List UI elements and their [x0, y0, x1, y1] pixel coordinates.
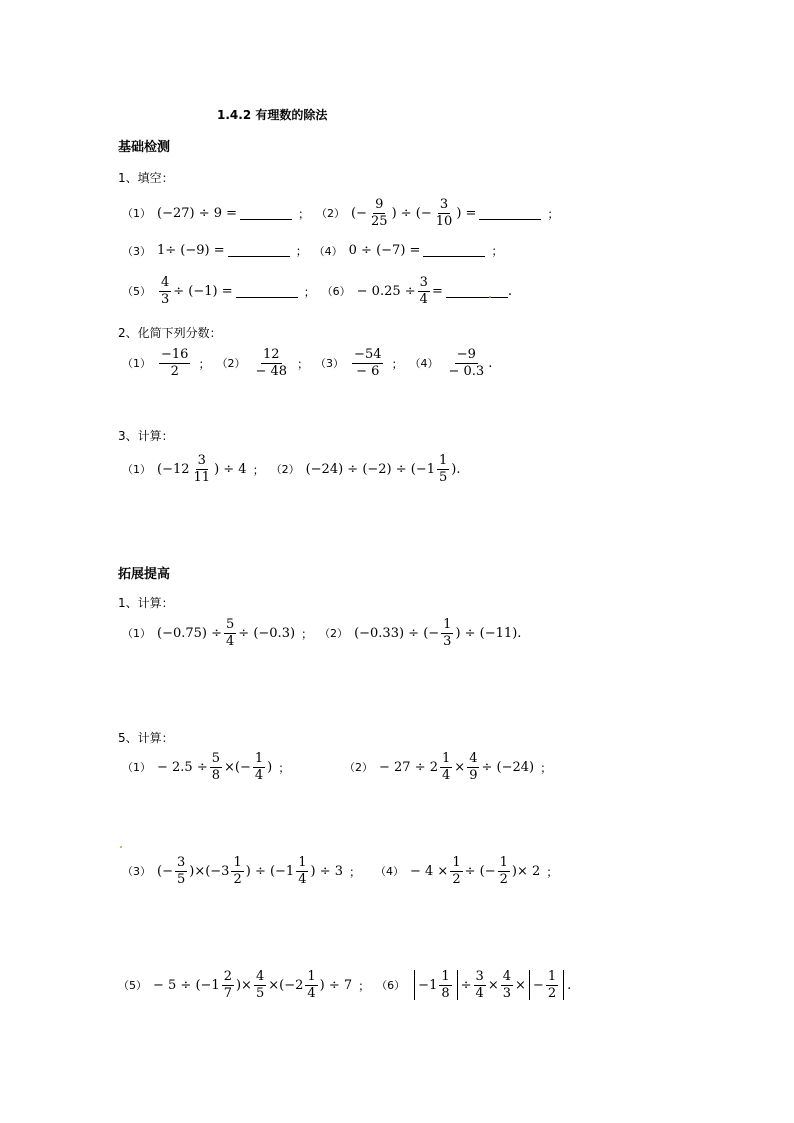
expression: − — [532, 977, 544, 993]
compute-row — [122, 454, 461, 484]
fraction — [498, 856, 510, 886]
separator: ； — [546, 864, 559, 879]
page-title: 1.4.2 有理数的除法 — [217, 108, 328, 122]
item-number: （1） — [122, 761, 151, 775]
separator: ； — [297, 356, 310, 371]
q5-item-3 — [122, 856, 564, 886]
separator: ； — [295, 244, 308, 258]
item-number: （2） — [319, 627, 349, 641]
expression: ×(− — [224, 759, 251, 775]
separator: ； — [547, 206, 560, 221]
denominator: 2 — [170, 363, 179, 379]
numerator: 3 — [197, 453, 206, 468]
fill-row-3 — [122, 276, 512, 306]
stray-mark — [489, 296, 491, 298]
item-number: （2） — [270, 463, 300, 477]
item-number: （1） — [122, 463, 151, 477]
section-heading-basic: 基础检测 — [118, 140, 171, 155]
denominator: 2 — [547, 985, 557, 1001]
denominator: 11 — [193, 469, 211, 485]
numerator: 1 — [499, 855, 508, 870]
denominator: 2 — [499, 871, 508, 887]
denominator: − 6 — [356, 363, 380, 379]
denominator: 8 — [211, 767, 221, 783]
item-number: （1） — [122, 627, 151, 641]
fraction — [352, 348, 383, 378]
fraction — [434, 198, 455, 228]
numerator: 1 — [298, 855, 307, 870]
item-number: （5） — [118, 979, 147, 993]
extension-row-1 — [122, 618, 521, 648]
expression: ) = — [456, 205, 477, 221]
numerator: 5 — [226, 617, 235, 632]
fraction — [450, 856, 462, 886]
absolute-value — [414, 970, 457, 1000]
fraction — [474, 970, 486, 1000]
fraction — [467, 752, 479, 782]
denominator: − 48 — [255, 363, 288, 379]
fraction — [439, 970, 451, 1000]
period: . — [507, 283, 512, 299]
expression: ) ÷ 7 — [319, 977, 353, 993]
separator: ； — [303, 284, 316, 299]
denominator: 4 — [442, 767, 451, 783]
fraction — [253, 752, 265, 782]
expression: × — [515, 977, 526, 993]
numerator: 1 — [439, 453, 448, 468]
numerator: −9 — [456, 347, 476, 362]
item-number: （1） — [122, 207, 151, 221]
expression: ÷ (−0.3) — [238, 625, 296, 641]
expression: (−12 — [157, 461, 190, 477]
fraction — [175, 856, 187, 886]
expression: − 27 ÷ 2 — [379, 759, 438, 775]
expression: (−27) ÷ 9 = — [157, 205, 238, 221]
numerator: 9 — [375, 197, 384, 212]
denominator: 4 — [475, 985, 484, 1001]
stray-mark — [120, 846, 122, 848]
expression: ÷ (−1) = — [173, 283, 233, 299]
expression: ÷ — [460, 977, 472, 993]
expression: )×(−3 — [189, 863, 230, 879]
absolute-value — [529, 970, 564, 1000]
period: . — [567, 977, 572, 993]
fill-row-2 — [122, 242, 509, 259]
numerator: 1 — [547, 969, 557, 984]
expression: ) ÷ (−11) — [455, 625, 518, 641]
period: . — [517, 625, 522, 641]
fill-row-1 — [122, 198, 565, 228]
numerator: 4 — [469, 751, 478, 766]
item-number: （4） — [409, 357, 439, 371]
item-number: （4） — [375, 865, 404, 879]
denominator: 4 — [226, 633, 235, 649]
item-number: （3） — [122, 865, 151, 879]
denominator: − 0.3 — [448, 363, 485, 379]
extension-question-1-label: 1、计算： — [118, 596, 174, 610]
expression: × — [487, 977, 499, 993]
expression: − 0.25 ÷ — [356, 283, 416, 299]
numerator: 3 — [419, 275, 428, 290]
separator: ； — [298, 206, 311, 221]
expression: − 5 ÷ (−1 — [153, 977, 220, 993]
item-number: （6） — [376, 979, 406, 993]
fraction — [222, 970, 234, 1000]
expression: ) ÷ 3 — [310, 863, 343, 879]
separator: ； — [491, 244, 504, 258]
denominator: 5 — [176, 871, 186, 887]
item-number: （2） — [316, 207, 346, 221]
expression: )× 2 — [511, 863, 541, 879]
separator: ； — [198, 356, 211, 371]
denominator: 5 — [255, 985, 265, 1001]
q5-item-2 — [344, 752, 558, 782]
expression: (− — [157, 863, 173, 879]
separator: ； — [540, 760, 553, 775]
numerator: 2 — [223, 969, 232, 984]
item-number: （6） — [321, 285, 351, 299]
expression: ×(−2 — [268, 977, 304, 993]
expression: − 2.5 ÷ — [157, 759, 208, 775]
expression: × — [454, 759, 466, 775]
fraction — [440, 752, 452, 782]
fraction — [254, 970, 266, 1000]
item-number: （4） — [313, 244, 343, 258]
numerator: 4 — [255, 969, 265, 984]
denominator: 3 — [161, 291, 170, 307]
expression: ) — [267, 759, 273, 775]
expression: ÷ (− — [464, 863, 496, 879]
fraction — [447, 348, 487, 378]
question-1-label: 1、填空： — [118, 171, 174, 185]
q5-item-5-6 — [118, 970, 571, 1000]
expression: (−24) ÷ (−2) ÷ (−1 — [305, 461, 436, 477]
simplify-row — [122, 348, 492, 378]
denominator: 4 — [307, 985, 316, 1001]
expression: (− — [351, 205, 368, 221]
fraction — [501, 970, 513, 1000]
numerator: 1 — [307, 969, 316, 984]
expression: ) — [451, 461, 457, 477]
numerator: −54 — [354, 347, 382, 362]
fraction — [546, 970, 558, 1000]
expression: −1 — [418, 977, 438, 993]
fraction — [231, 856, 243, 886]
extension-question-5-label: 5、计算： — [118, 731, 174, 745]
fraction — [296, 856, 308, 886]
fraction — [305, 970, 317, 1000]
separator: ； — [301, 626, 314, 641]
expression: )× — [235, 977, 252, 993]
expression: 0 ÷ (−7) = — [348, 243, 421, 258]
answer-blank[interactable] — [228, 244, 290, 257]
numerator: 1 — [441, 969, 450, 984]
numerator: 4 — [502, 969, 511, 984]
expression: − 4 × — [410, 863, 449, 879]
denominator: 5 — [439, 469, 448, 485]
item-number: （3） — [315, 357, 345, 371]
denominator: 8 — [441, 985, 450, 1001]
fraction — [369, 198, 390, 228]
separator: ； — [252, 462, 265, 477]
denominator: 3 — [443, 633, 452, 649]
item-number: （2） — [344, 761, 373, 775]
fraction — [159, 348, 190, 378]
answer-blank[interactable] — [240, 207, 292, 220]
question-3-label: 3、计算： — [118, 429, 174, 443]
fraction — [437, 454, 449, 484]
expression: 1÷ (−9) = — [157, 243, 225, 258]
numerator: 4 — [161, 275, 170, 290]
fraction — [418, 276, 430, 306]
answer-blank[interactable] — [236, 285, 298, 298]
numerator: 1 — [233, 855, 242, 870]
fraction — [224, 618, 236, 648]
item-number: （5） — [122, 285, 151, 299]
numerator: 1 — [443, 617, 452, 632]
period: . — [488, 355, 493, 371]
item-number: （2） — [216, 357, 246, 371]
expression: = — [431, 283, 443, 299]
fraction — [253, 348, 289, 378]
fraction — [210, 752, 222, 782]
numerator: 1 — [254, 751, 264, 766]
numerator: 3 — [439, 197, 449, 212]
separator: ； — [391, 356, 404, 371]
numerator: 5 — [211, 751, 221, 766]
denominator: 4 — [298, 871, 307, 887]
denominator: 3 — [502, 985, 511, 1001]
separator: ； — [358, 978, 371, 993]
expression: ) ÷ (−1 — [245, 863, 295, 879]
separator: ； — [348, 864, 361, 879]
numerator: 12 — [262, 347, 280, 362]
fraction — [441, 618, 453, 648]
expression: ) ÷ (− — [391, 205, 432, 221]
answer-blank[interactable] — [479, 207, 541, 220]
numerator: 1 — [442, 751, 451, 766]
expression: ÷ (−24) — [481, 759, 535, 775]
denominator: 4 — [419, 291, 428, 307]
expression: (−0.33) ÷ (− — [354, 625, 440, 641]
question-2-label: 2、化简下列分数： — [118, 326, 222, 340]
fraction — [192, 454, 213, 484]
expression: ) ÷ 4 — [214, 461, 247, 477]
denominator: 2 — [233, 871, 242, 887]
numerator: −16 — [161, 347, 189, 362]
period: . — [456, 461, 461, 477]
denominator: 25 — [371, 213, 388, 229]
item-number: （1） — [122, 357, 151, 371]
answer-blank[interactable] — [446, 285, 508, 298]
answer-blank[interactable] — [423, 244, 485, 257]
item-number: （3） — [122, 244, 151, 258]
denominator: 7 — [223, 985, 232, 1001]
section-heading-extension: 拓展提高 — [118, 567, 171, 582]
denominator: 9 — [469, 767, 478, 783]
q5-item-1 — [122, 752, 296, 782]
numerator: 3 — [475, 969, 484, 984]
denominator: 2 — [452, 871, 461, 887]
numerator: 3 — [176, 855, 186, 870]
denominator: 10 — [435, 213, 453, 229]
expression: (−0.75) ÷ — [157, 625, 223, 641]
fraction — [159, 276, 171, 306]
denominator: 4 — [254, 767, 264, 783]
separator: ； — [278, 760, 291, 775]
numerator: 1 — [452, 855, 461, 870]
